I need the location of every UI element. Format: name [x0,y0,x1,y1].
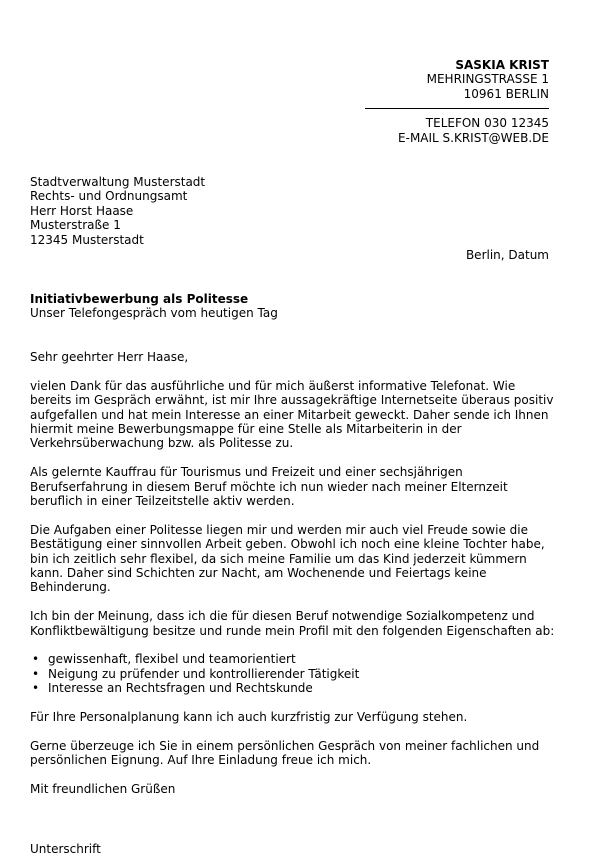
list-item [30,681,555,695]
paragraph: Als gelernte Kauffrau für Tourismus und Freizeit und einer sechsjährigen Berufserfahrung in diesem Beruf möchte ich nun wieder nach meiner Elternzeit beruflich in einer Teilzeitstelle aktiv werden. [30,465,508,509]
list-item [30,652,555,666]
subject-block [30,292,278,321]
recipient-address [30,175,205,247]
paragraph: Gerne überzeuge ich Sie in einem persönlichen Gespräch von meiner fachlichen und persönlichen Eignung. Auf Ihre Einladung freue ich mich. [30,738,540,768]
salutation: Sehr geehrter Herr Haase, [30,350,189,364]
sender-email: E-MAIL S.KRIST@WEB.DE [398,130,549,145]
recipient-line: 12345 Musterstadt [30,232,144,247]
paragraph: vielen Dank für das ausführliche und für mich äußerst informative Telefonat. Wie bereits im Gespräch erwähnt, ist mir Ihre aussagekräftige Internetseite überaus positiv aufgefallen und hat mein Interesse an einer Mitarbeit geweckt. Daher sende ich Ihnen hiermit meine Bewerbungsmappe für eine Stelle als Mitarbeiterin in der Verkehrsüberwachung bzw. als Politesse zu. [30,378,554,451]
list-item-text: gewissenhaft, flexibel und teamorientiert [48,652,296,667]
list-item-text: Interesse an Rechtsfragen und Rechtskunde [48,681,313,696]
qualities-list [30,652,555,695]
paragraph: Für Ihre Personalplanung kann ich auch kurzfristig zur Verfügung stehen. [30,710,468,725]
recipient-line: Rechts- und Ordnungsamt [30,189,188,204]
list-item [30,667,555,681]
sender-street: MEHRINGSTRASSE 1 [426,72,549,87]
recipient-line: Musterstraße 1 [30,218,121,233]
bullet-icon: • [32,681,40,696]
recipient-line: Herr Horst Haase [30,203,134,218]
subject-subtitle: Unser Telefongespräch vom heutigen Tag [30,306,278,321]
sender-block [365,58,549,145]
signature-line: Unterschrift [30,842,101,856]
sender-name: SASKIA KRIST [455,58,549,72]
bullet-icon: • [32,652,40,667]
letter-date: Berlin, Datum [465,248,549,262]
paragraph: Die Aufgaben einer Politesse liegen mir und werden mir auch viel Freude sowie die Bestätigung einer sinnvollen Arbeit geben. Obwohl ich noch eine kleine Tochter habe, bin ich zeitlich sehr flexibel, da sich meine Familie um das Kind jederzeit kümmern kann. Daher sind Schichten zur Nacht, am Wochenende und Feiertags keine Behinderung. [30,522,545,595]
sender-divider [365,108,549,109]
sender-city: 10961 BERLIN [463,86,549,101]
letter-body [30,350,555,811]
list-item-text: Neigung zu prüfender und kontrollierender Tätigkeit [48,666,360,681]
recipient-line: Stadtverwaltung Musterstadt [30,175,206,189]
paragraph: Ich bin der Meinung, dass ich die für diesen Beruf notwendige Sozialkompetenz und Konfliktbewältigung besitze und runde mein Profil mit den folgenden Eigenschaften ab: [30,609,555,638]
sender-phone: TELEFON 030 12345 [425,116,549,131]
closing: Mit freundlichen Grüßen [30,782,176,797]
subject-title: Initiativbewerbung als Politesse [30,292,249,306]
bullet-icon: • [32,666,40,681]
